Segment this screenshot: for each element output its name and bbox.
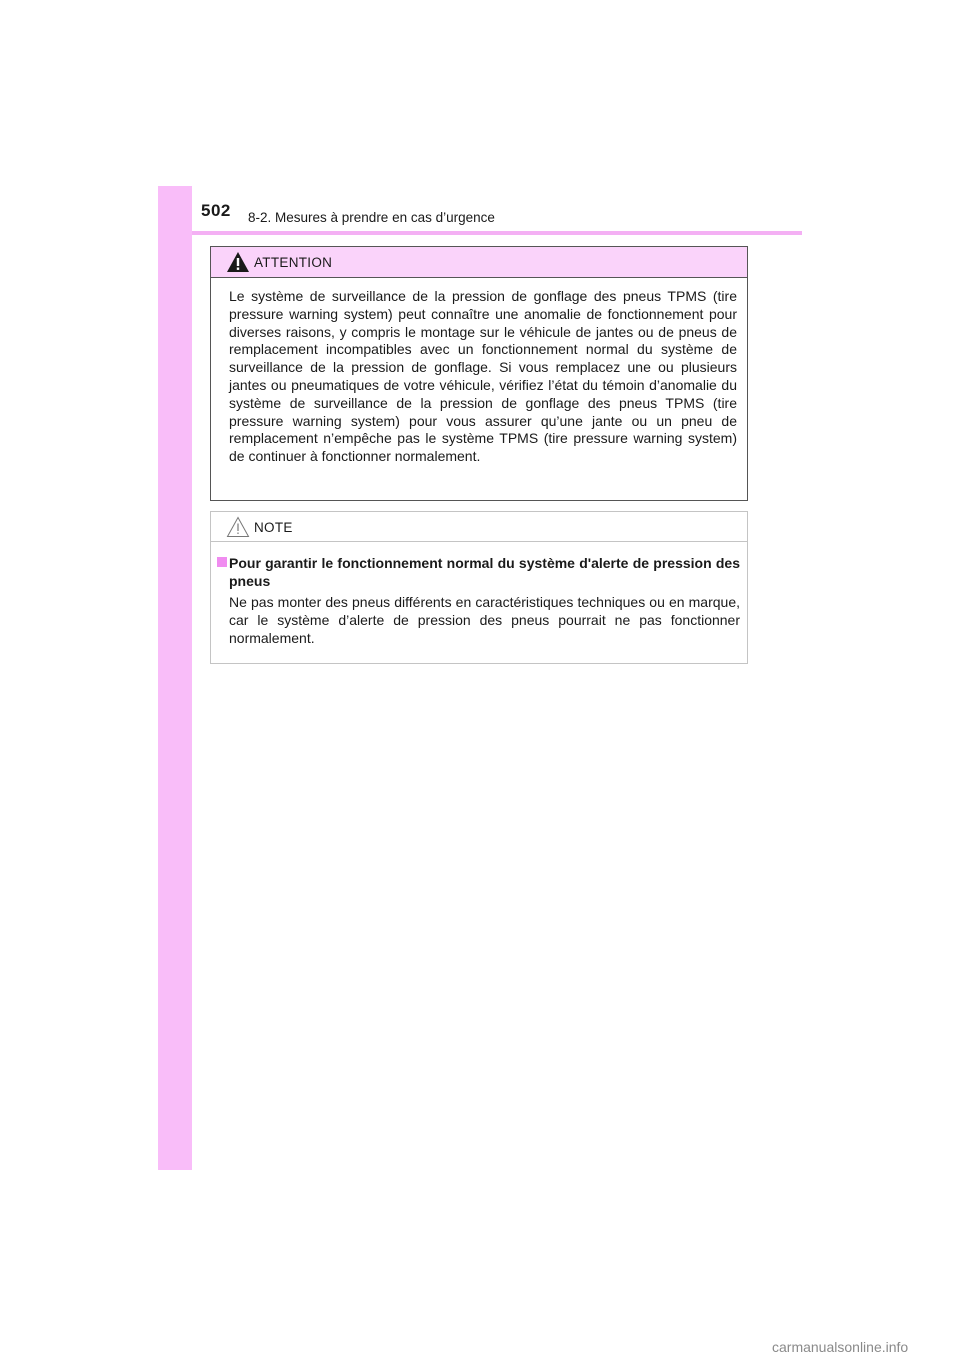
side-band — [158, 186, 192, 1170]
warning-box — [210, 246, 748, 501]
warning-title: ATTENTION — [254, 255, 333, 270]
bullet-square-icon — [217, 557, 227, 567]
watermark: carmanualsonline.info — [772, 1339, 909, 1355]
note-text: Ne pas monter des pneus différents en caractéristiques techniques ou en marque, car le système d’alerte de pression des pneus pourrait ne pas fonctionner normalement. — [229, 594, 740, 646]
note-content — [217, 554, 740, 647]
note-heading: Pour garantir le fonctionnement normal du système d'alerte de pression des pneus — [229, 555, 740, 589]
note-header — [211, 512, 747, 542]
page-number: 502 — [201, 201, 231, 220]
note-title: NOTE — [254, 520, 293, 535]
header-divider — [192, 231, 802, 235]
warning-triangle-icon — [226, 251, 250, 273]
section-title: 8-2. Mesures à prendre en cas d’urgence — [248, 210, 495, 225]
warning-text: Le système de surveillance de la pression de gonflage des pneus TPMS (tire pressure warning system) peut connaître une anomalie de fonctionnement pour diverses raisons, y compris le montage sur le véhicule de jantes ou de pneus de remplacement incompatibles avec un fonctionnement normal du système de surveillance de la pression de gonflage. Si vous remplacez une ou plusieurs jantes ou pneumatiques de votre véhicule, vérifiez l’état du témoin d’anomalie du système de surveillance de la pression de gonflage des pneus TPMS (tire pressure warning system) pour vous assurer qu’une jante ou un pneu de remplacement n’empêche pas le système TPMS (tire pressure warning system) de continuer à fonctionner normalement. — [229, 288, 737, 465]
warning-header — [211, 247, 747, 278]
caution-triangle-outline-icon — [226, 516, 250, 538]
note-box — [210, 511, 748, 664]
